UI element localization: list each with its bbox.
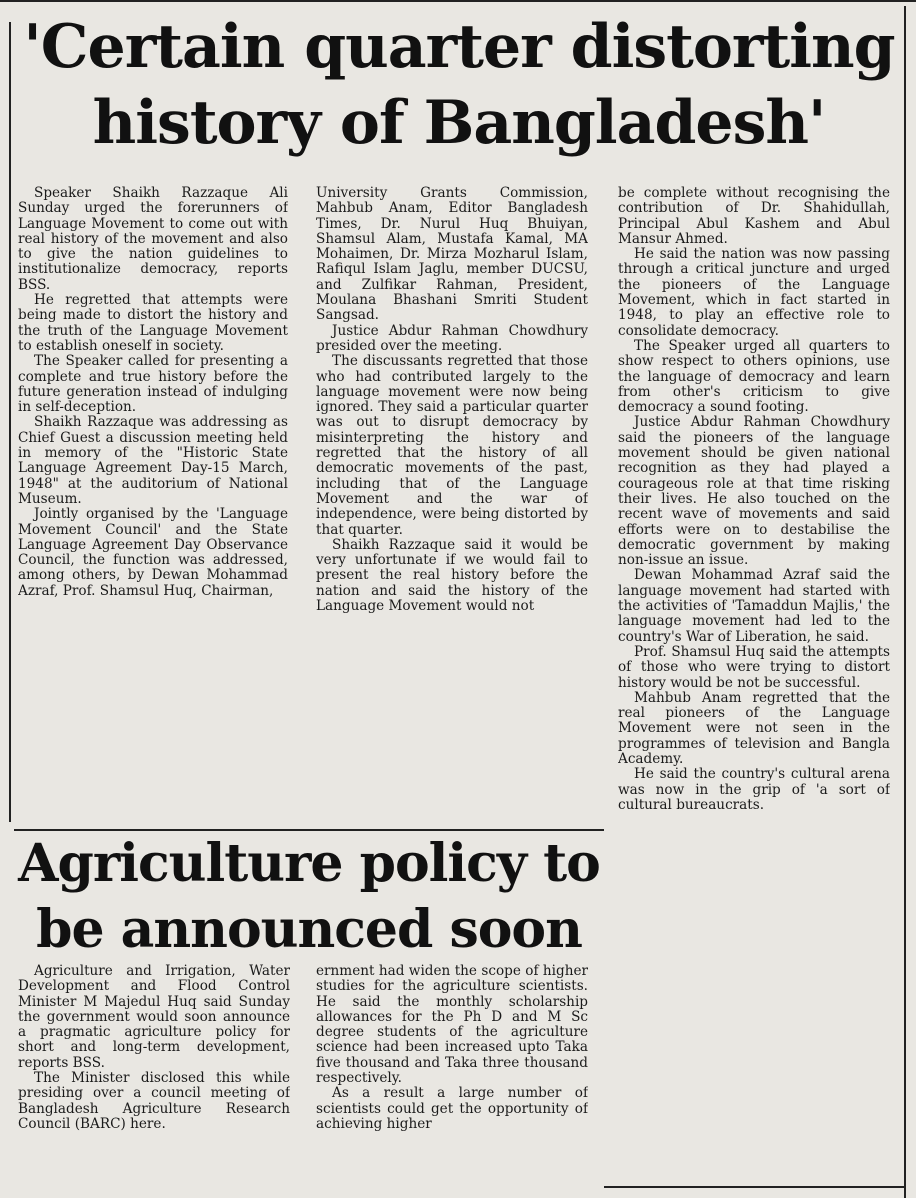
story2-column-1 (18, 964, 290, 1198)
story2-headline-line1: Agriculture policy to (18, 833, 600, 894)
story1-col1-para: Speaker Shaikh Razzaque Ali Sunday urged the forerunners of Language Movement to come out with real history of the movement and also to give the nation guidelines to institutionalize democracy, reports BSS. (18, 186, 288, 293)
story1-col1-para: Jointly organised by the 'Language Movement Council' and the State Language Agreement Day Observance Council, the function was addressed, among others, by Dewan Mohammad Azraf, Prof. Shamsul Huq, Chairman, (18, 506, 288, 599)
story1-column-2 (316, 186, 588, 826)
story1-column-1 (18, 186, 288, 826)
story1-col1-para: He regretted that attempts were being made to distort the history and the truth of the Language Movement to establish oneself in society. (18, 292, 288, 354)
top-rule (0, 0, 916, 2)
story1-headline-line1: 'Certain quarter distorting (23, 12, 895, 82)
story1-col3-para: The Speaker urged all quarters to show respect to others opinions, use the language of democracy and learn from other's criticism to give democracy a sound footing. (618, 337, 890, 416)
story1-headline-line2: history of Bangladesh' (92, 88, 826, 158)
story1-col3-para: be complete without recognising the contribution of Dr. Shahidullah, Principal Abul Kashem and Abul Mansur Ahmed. (618, 186, 890, 247)
story1-col2-para: University Grants Commission, Mahbub Anam, Editor Bangladesh Times, Dr. Nurul Huq Bhuiyan, Shamsul Alam, Mustafa Kamal, MA Mohaimen, Dr. Mirza Mozharul Islam, Rafiqul Islam Jaglu, member DUCSU, and Zulfikar Rahman, President, Moulana Bhashani Smriti Student Sangsad. (316, 186, 588, 324)
story1-col1-para: The Speaker called for presenting a complete and true history before the future generation instead of indulging in self-deception. (18, 353, 288, 416)
story-separator (14, 829, 604, 831)
story1-col1-para: Shaikh Razzaque was addressing as Chief Guest a discussion meeting held in memory of the "Historic State Language Agreement Day-15 March, 1948" at the auditorium of National Museum. (18, 414, 288, 507)
bottom-right-box-rule (604, 1186, 904, 1188)
story2-col2-para: ernment had widen the scope of higher studies for the agriculture scientists. He said the monthly scholarship allowances for the Ph D and M Sc degree students of the agriculture science had been increased upto Taka five thousand and Taka three thousand respectively. (316, 964, 588, 1087)
right-rule (904, 6, 906, 1198)
story1-col3-para: Prof. Shamsul Huq said the attempts of those who were trying to distort history would be not be successful. (618, 643, 890, 691)
story2-headline-line2: be announced soon (36, 899, 582, 960)
story1-col3-para: He said the nation was now passing through a critical juncture and urged the pioneers of the Language Movement, which in fact started in 1948, to play an effective role to consolidate democracy. (618, 246, 890, 339)
story1-col3-para: Justice Abdur Rahman Chowdhury said the pioneers of the language movement should be given national recognition as they had played a courageous role at that time risking their lives. He also touched on the recent wave of movements and said efforts were on to destabilise the democratic government by making non-issue an issue. (618, 414, 890, 569)
story1-col2-para: Justice Abdur Rahman Chowdhury presided over the meeting. (316, 322, 588, 354)
story1-col2-para: Shaikh Razzaque said it would be very unfortunate if we would fail to present the real history before the nation and said the history of the Language Movement would not (316, 536, 588, 615)
story1-col3-para: He said the country's cultural arena was now in the grip of 'a sort of cultural bureaucrats. (618, 766, 890, 813)
story1-col3-para: Dewan Mohammad Azraf said the language movement had started with the activities of 'Tamaddun Majlis,' the language movement had led to the country's War of Liberation, he said. (618, 567, 890, 645)
story2-col1-para: Agriculture and Irrigation, Water Development and Flood Control Minister M Majedul Huq said Sunday the government would soon announce a pragmatic agriculture policy for short and long-term development, reports BSS. (18, 964, 290, 1071)
story2-column-2 (316, 964, 588, 1198)
story1-column-3 (618, 186, 890, 1176)
left-rule (9, 22, 11, 822)
story2-col2-para: As a result a large number of scientists could get the opportunity of achieving higher (316, 1085, 588, 1132)
story1-col3-para: Mahbub Anam regretted that the real pioneers of the Language Movement were not seen in the programmes of television and Bangla Academy. (618, 689, 890, 767)
story1-col2-para: The discussants regretted that those who had contributed largely to the language movement were now being ignored. They said a particular quarter was out to disrupt democracy by misinterpreting the history and regretted that the history of all democratic movements of the past, including that of the Language Movement and the war of independence, were being distorted by that quarter. (316, 353, 588, 538)
story2-col1-para: The Minister disclosed this while presiding over a council meeting of Bangladesh Agriculture Research Council (BARC) here. (18, 1070, 290, 1132)
